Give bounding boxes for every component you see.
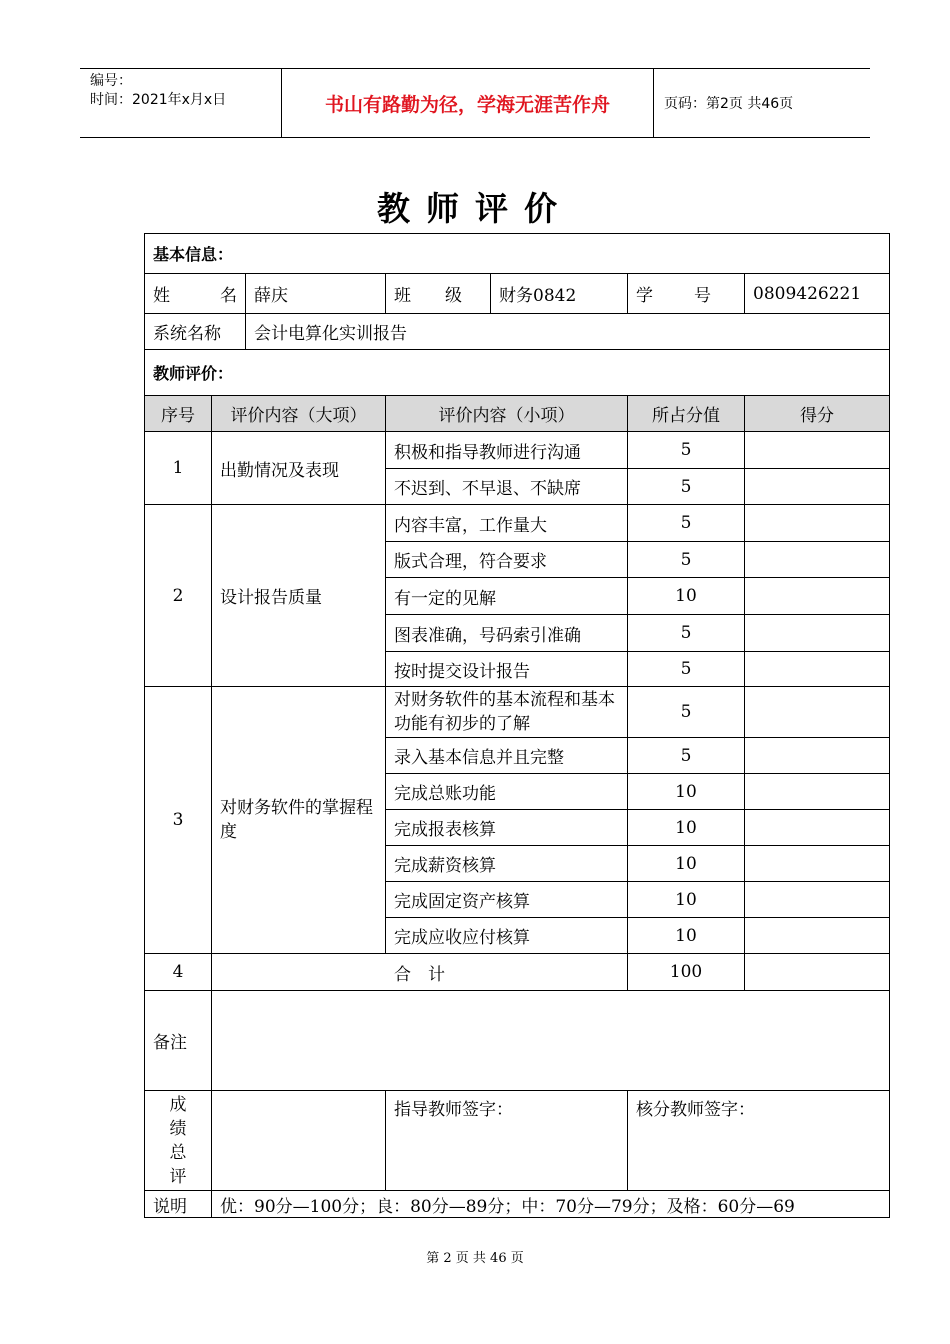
item-score: 10 (628, 774, 745, 810)
remarks-field[interactable] (212, 991, 890, 1091)
item-text: 对财务软件的基本流程和基本功能有初步的了解 (386, 687, 628, 738)
total-row (145, 954, 890, 991)
system-name-row (145, 314, 890, 350)
item-score: 5 (628, 687, 745, 738)
evaluation-form (144, 233, 890, 1218)
points-cell[interactable] (745, 918, 890, 954)
item-score: 10 (628, 810, 745, 846)
note-row (145, 1191, 890, 1218)
class-value: 财务0842 (491, 274, 628, 314)
item-score: 5 (628, 652, 745, 687)
name-label: 姓 名 (145, 274, 246, 314)
points-cell[interactable] (745, 469, 890, 505)
header-motto: 书山有路勤为径，学海无涯苦作舟 (281, 69, 654, 137)
item-text: 有一定的见解 (386, 578, 628, 615)
item-score: 5 (628, 738, 745, 774)
item-score: 5 (628, 432, 745, 469)
total-points-cell[interactable] (745, 954, 890, 991)
name-value: 薛庆 (246, 274, 386, 314)
item-text: 录入基本信息并且完整 (386, 738, 628, 774)
remarks-label: 备注 (145, 991, 212, 1091)
item-text: 内容丰富，工作量大 (386, 505, 628, 542)
col-header-score: 所占分值 (628, 396, 745, 432)
item-score: 10 (628, 846, 745, 882)
reviewer-signature[interactable]: 核分教师签字： (628, 1091, 890, 1191)
points-cell[interactable] (745, 542, 890, 578)
points-cell[interactable] (745, 432, 890, 469)
item-text: 完成薪资核算 (386, 846, 628, 882)
points-cell[interactable] (745, 578, 890, 615)
code-label: 编号： (90, 73, 132, 89)
points-cell[interactable] (745, 505, 890, 542)
table-row (145, 432, 890, 469)
page-footer: 第 2 页 共 46 页 (426, 1251, 524, 1266)
item-score: 10 (628, 578, 745, 615)
total-no: 4 (145, 954, 212, 991)
class-label: 班 级 (386, 274, 491, 314)
table-row (145, 505, 890, 542)
item-text: 完成应收应付核算 (386, 918, 628, 954)
item-score: 10 (628, 918, 745, 954)
note-label: 说明 (145, 1191, 212, 1218)
item-text: 版式合理，符合要求 (386, 542, 628, 578)
item-text: 积极和指导教师进行沟通 (386, 432, 628, 469)
item-text: 完成固定资产核算 (386, 882, 628, 918)
system-name-value: 会计电算化实训报告 (246, 314, 890, 350)
item-text: 图表准确，号码索引准确 (386, 615, 628, 652)
final-grade-row (145, 1091, 890, 1191)
student-info-row (145, 274, 890, 314)
system-name-label: 系统名称 (145, 314, 246, 350)
item-score: 5 (628, 615, 745, 652)
item-text: 完成总账功能 (386, 774, 628, 810)
col-header-points: 得分 (745, 396, 890, 432)
student-id-label: 学 号 (628, 274, 745, 314)
col-header-item: 评价内容（小项） (386, 396, 628, 432)
item-text: 不迟到、不早退、不缺席 (386, 469, 628, 505)
final-grade-field[interactable] (212, 1091, 386, 1191)
page-header (80, 68, 870, 138)
page-title: 教师评价 (377, 189, 573, 228)
advisor-signature[interactable]: 指导教师签字： (386, 1091, 628, 1191)
points-cell[interactable] (745, 846, 890, 882)
item-score: 5 (628, 542, 745, 578)
table-row (145, 687, 890, 738)
remarks-row (145, 991, 890, 1091)
points-cell[interactable] (745, 615, 890, 652)
group-no: 3 (145, 687, 212, 954)
points-cell[interactable] (745, 810, 890, 846)
points-cell[interactable] (745, 774, 890, 810)
header-meta (80, 69, 281, 137)
col-header-category: 评价内容（大项） (212, 396, 386, 432)
evaluation-section-row (145, 350, 890, 396)
group-no: 1 (145, 432, 212, 505)
total-label: 合 计 (212, 954, 628, 991)
col-header-no: 序号 (145, 396, 212, 432)
group-category: 对财务软件的掌握程度 (212, 687, 386, 954)
basic-info-section-label: 基本信息： (145, 234, 890, 274)
student-id-value: 0809426221 (745, 274, 890, 314)
item-score: 10 (628, 882, 745, 918)
basic-info-section-row (145, 234, 890, 274)
item-text: 按时提交设计报告 (386, 652, 628, 687)
item-text: 完成报表核算 (386, 810, 628, 846)
final-grade-label: 成绩总评 (145, 1091, 212, 1191)
points-cell[interactable] (745, 738, 890, 774)
item-score: 5 (628, 469, 745, 505)
header-page-info: 页码：第2页 共46页 (664, 96, 794, 112)
table-header-row (145, 396, 890, 432)
group-no: 2 (145, 505, 212, 687)
group-category: 出勤情况及表现 (212, 432, 386, 505)
points-cell[interactable] (745, 882, 890, 918)
group-category: 设计报告质量 (212, 505, 386, 687)
points-cell[interactable] (745, 652, 890, 687)
item-score: 5 (628, 505, 745, 542)
time-label: 时间：2021年x月x日 (90, 92, 227, 108)
total-score: 100 (628, 954, 745, 991)
note-text: 优：90分—100分；良：80分—89分；中：70分—79分；及格：60分—69 (212, 1191, 890, 1218)
points-cell[interactable] (745, 687, 890, 738)
evaluation-section-label: 教师评价： (145, 350, 890, 396)
